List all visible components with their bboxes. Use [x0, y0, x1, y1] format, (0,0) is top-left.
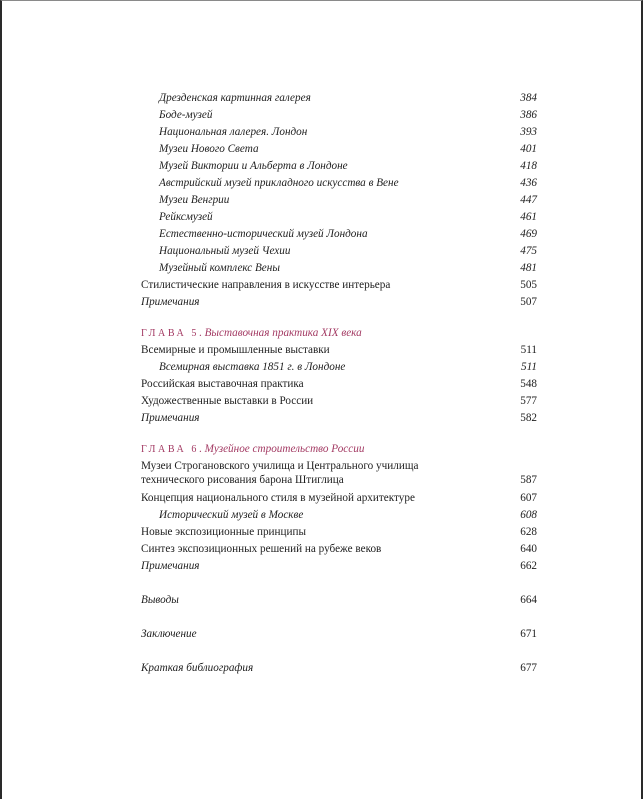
toc-entry[interactable] — [141, 459, 537, 487]
toc-entry-title: Заключение — [141, 628, 197, 640]
chapter-label: ГЛАВА 5 — [141, 328, 199, 339]
toc-entry-title: Концепция национального стиля в музейной архитектуре — [141, 492, 415, 504]
toc-entry-title: Художественные выставки в России — [141, 395, 314, 407]
toc-entry-title: Австрийский музей прикладного искусства в Вене — [159, 177, 399, 189]
toc-entry-title: Примечания — [141, 560, 200, 572]
toc-entry-title: Музейный комплекс Вены — [159, 262, 280, 274]
table-of-contents — [141, 90, 537, 677]
toc-entry-page: 582 — [520, 412, 537, 424]
chapter-label: ГЛАВА 6 — [141, 444, 199, 455]
toc-entry-title: Примечания — [141, 296, 200, 308]
chapter-separator: . — [199, 327, 205, 339]
toc-entry-page: 469 — [520, 228, 537, 240]
toc-entry-title: Национальный музей Чехии — [159, 245, 291, 257]
toc-entry[interactable] — [141, 124, 537, 141]
toc-entry[interactable] — [141, 376, 537, 393]
toc-entry-page: 640 — [520, 543, 537, 555]
toc-entry[interactable] — [141, 541, 537, 558]
toc-entry-page: 505 — [520, 279, 537, 291]
toc-entry-page: 577 — [520, 395, 537, 407]
chapter-title: Музейное строительство России — [204, 443, 365, 455]
toc-entry[interactable] — [141, 243, 537, 260]
toc-entry-title: Выводы — [141, 594, 179, 606]
toc-entry[interactable] — [141, 226, 537, 243]
toc-entry-page: 587 — [520, 474, 537, 486]
toc-entry-page: 393 — [520, 126, 537, 138]
toc-entry-notes[interactable] — [141, 558, 537, 575]
chapter-5-heading[interactable] — [141, 325, 537, 342]
toc-entry-title: Национальная лалерея. Лондон — [159, 126, 308, 138]
toc-entry-title: Стилистические направления в искусстве интерьера — [141, 279, 391, 291]
chapter-title: Выставочная практика XIX века — [204, 327, 362, 339]
toc-entry[interactable] — [141, 192, 537, 209]
toc-entry-page: 418 — [520, 160, 537, 172]
toc-entry[interactable] — [141, 393, 537, 410]
toc-entry-page: 664 — [520, 594, 537, 606]
toc-entry[interactable] — [141, 524, 537, 541]
toc-entry[interactable] — [141, 209, 537, 226]
toc-entry-page: 548 — [520, 378, 537, 390]
toc-entry-page: 671 — [520, 628, 537, 640]
toc-entry-page: 511 — [521, 361, 537, 373]
toc-entry-title: Краткая библиография — [141, 662, 254, 674]
toc-entry[interactable] — [141, 260, 537, 277]
toc-entry-page: 447 — [520, 194, 537, 206]
toc-entry-title: Исторический музей в Москве — [159, 509, 304, 521]
toc-entry[interactable] — [141, 141, 537, 158]
toc-entry-page: 481 — [520, 262, 537, 274]
toc-entry[interactable] — [141, 359, 537, 376]
toc-entry-conclusions[interactable] — [141, 592, 537, 609]
toc-entry-title: Всемирная выставка 1851 г. в Лондоне — [159, 361, 346, 373]
toc-entry-page: 677 — [520, 662, 537, 674]
toc-entry[interactable] — [141, 107, 537, 124]
toc-entry-page: 401 — [520, 143, 537, 155]
toc-entry-title: Российская выставочная практика — [141, 378, 304, 390]
toc-entry-page: 384 — [520, 92, 537, 104]
toc-entry-title: Примечания — [141, 412, 200, 424]
toc-entry-page: 662 — [520, 560, 537, 572]
toc-entry-title: Музей Виктории и Альберта в Лондоне — [159, 160, 348, 172]
toc-entry[interactable] — [141, 158, 537, 175]
chapter-separator: . — [199, 443, 205, 455]
toc-entry-title: Дрезденская картинная галерея — [159, 92, 311, 104]
toc-entry-title: Музеи Нового Света — [159, 143, 259, 155]
toc-entry[interactable] — [141, 175, 537, 192]
toc-entry-title — [141, 459, 418, 487]
toc-entry[interactable] — [141, 90, 537, 107]
toc-entry-afterword[interactable] — [141, 626, 537, 643]
chapter-6-heading[interactable] — [141, 441, 537, 458]
toc-entry-page: 436 — [520, 177, 537, 189]
toc-entry-title: Всемирные и промышленные выставки — [141, 344, 330, 356]
toc-entry[interactable] — [141, 342, 537, 359]
toc-entry-notes[interactable] — [141, 294, 537, 311]
toc-entry-page: 475 — [520, 245, 537, 257]
toc-entry-notes[interactable] — [141, 410, 537, 427]
toc-entry-page: 511 — [520, 344, 537, 356]
toc-entry-bibliography[interactable] — [141, 660, 537, 677]
toc-entry-page: 507 — [520, 296, 537, 308]
toc-entry-title: Естественно-исторический музей Лондона — [159, 228, 368, 240]
toc-entry[interactable] — [141, 490, 537, 507]
toc-entry-page: 607 — [520, 492, 537, 504]
toc-entry-page: 628 — [520, 526, 537, 538]
toc-entry-title: Рейксмузей — [159, 211, 213, 223]
toc-entry-title: Боде-музей — [159, 109, 213, 121]
toc-entry-title: Музеи Венгрии — [159, 194, 230, 206]
toc-entry-page: 461 — [520, 211, 537, 223]
toc-entry-page: 386 — [520, 109, 537, 121]
toc-entry[interactable] — [141, 277, 537, 294]
toc-entry-title-line-1: Музеи Строгановского училища и Центрального училища — [141, 460, 419, 472]
toc-entry-title: Синтез экспозиционных решений на рубеже веков — [141, 543, 382, 555]
toc-entry-title: Новые экспозиционные принципы — [141, 526, 306, 538]
toc-entry-page: 608 — [520, 509, 537, 521]
toc-entry-title-line-2: технического рисования барона Штиглица — [141, 474, 344, 486]
toc-entry[interactable] — [141, 507, 537, 524]
